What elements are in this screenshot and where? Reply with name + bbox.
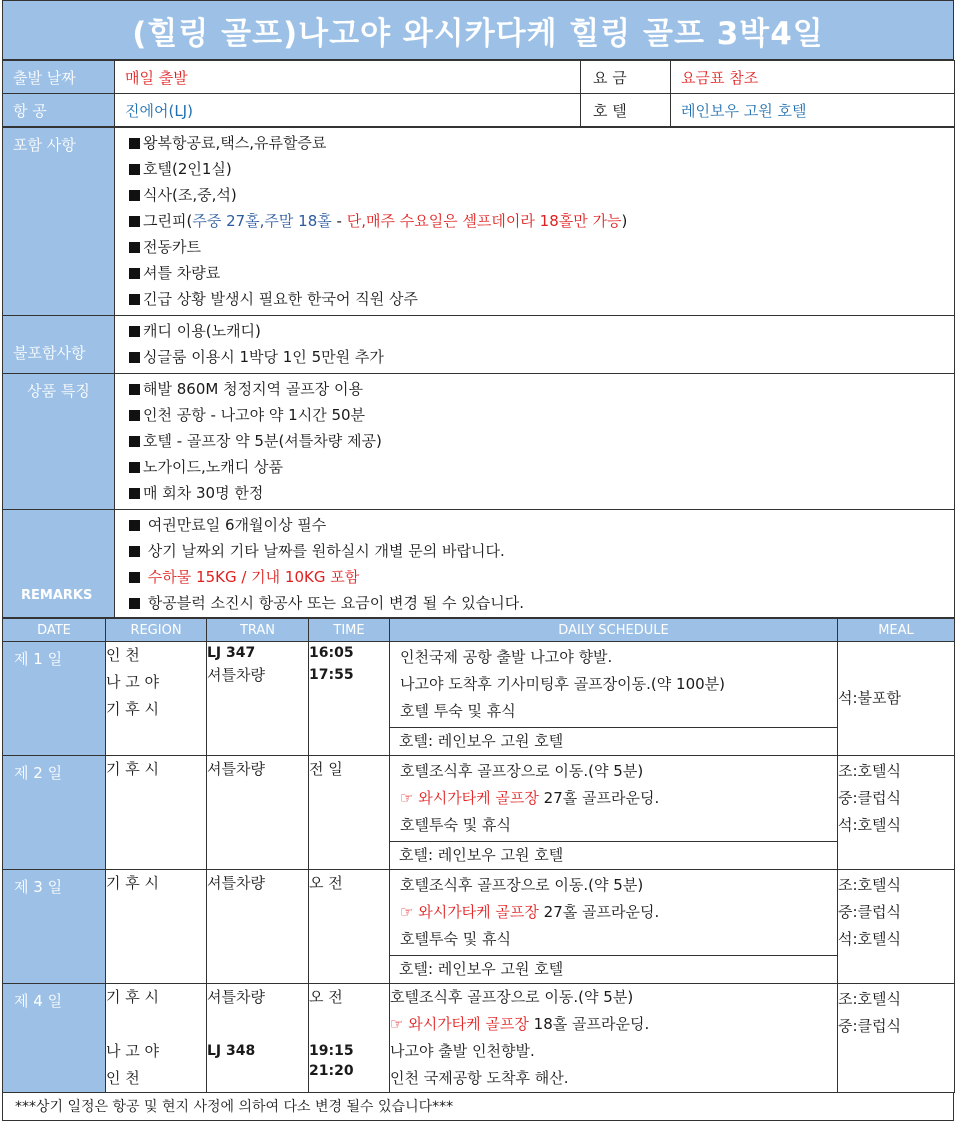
info-table — [2, 60, 955, 127]
bullet-square-icon — [129, 294, 140, 305]
tran-cell: 셔틀차량 — [207, 756, 309, 870]
list-item: 상기 날짜외 기타 날짜를 원하실시 개별 문의 바랍니다. — [129, 538, 940, 564]
bullet-square-icon — [129, 410, 140, 421]
baggage-note: 수하물 15KG / 기내 10KG 포함 — [147, 568, 360, 586]
bullet-square-icon — [129, 190, 140, 201]
day-label: 제 3 일 — [3, 870, 106, 984]
schedule-row-day3 — [3, 870, 955, 984]
hotel-line: 호텔: 레인보우 고원 호텔 — [399, 732, 564, 750]
list-item: 긴급 상황 발생시 필요한 한국어 직원 상주 — [129, 286, 940, 312]
list-item: 항공블럭 소진시 항공사 또는 요금이 변경 될 수 있습니다. — [129, 590, 940, 616]
list-item: 호텔 - 골프장 약 5분(셔틀차량 제공) — [129, 428, 940, 454]
bullet-square-icon — [129, 352, 140, 363]
list-item: 싱글룸 이용시 1박당 1인 5만원 추가 — [129, 344, 940, 370]
excluded-label: 불포함사항 — [3, 316, 115, 374]
bullet-square-icon — [129, 164, 140, 175]
features-list — [115, 374, 955, 510]
schedule-cell: 인천국제 공항 출발 나고야 향발. 나고야 도착후 기사미팅후 골프장이동.(약 100분) 호텔 투숙 및 휴식 호텔: 레인보우 고원 호텔 — [390, 642, 838, 756]
list-item: 노가이드,노캐디 상품 — [129, 454, 940, 480]
bullet-square-icon — [129, 268, 140, 279]
header-meal: MEAL — [838, 619, 955, 642]
header-date: DATE — [3, 619, 106, 642]
schedule-table — [2, 618, 955, 1093]
list-item: 매 회차 30명 한정 — [129, 480, 940, 506]
footer-notice: ***상기 일정은 항공 및 현지 사정에 의하여 다소 변경 될수 있습니다*** — [2, 1093, 954, 1121]
bullet-square-icon — [129, 138, 140, 149]
included-label: 포함 사항 — [3, 128, 115, 316]
time-cell: 전 일 — [309, 756, 390, 870]
list-item: 전동카트 — [129, 234, 940, 260]
list-item: 인천 공항 - 나고야 약 1시간 50분 — [129, 402, 940, 428]
details-table — [2, 127, 955, 618]
remarks-label: REMARKS — [3, 510, 115, 618]
golf-round-line: ☞ 와시가타케 골프장 18홀 골프라운딩. — [390, 1015, 650, 1033]
bullet-square-icon — [129, 598, 140, 609]
time-cell: 오 전 19:15 21:20 — [309, 984, 390, 1093]
meal-cell: 조:호텔식 중:클럽식 — [838, 984, 955, 1093]
bullet-square-icon — [129, 462, 140, 473]
golf-round-line: ☞ 와시가타케 골프장 27홀 골프라운딩. — [400, 903, 660, 921]
schedule-cell: 호텔조식후 골프장으로 이동.(약 5분) ☞ 와시가타케 골프장 27홀 골프라운딩. 호텔투숙 및 휴식 호텔: 레인보우 고원 호텔 — [390, 870, 838, 984]
region-cell: 기 후 시 나 고 야 인 천 — [106, 984, 207, 1093]
price-label: 요 금 — [581, 61, 671, 94]
region-cell: 기 후 시 — [106, 870, 207, 984]
schedule-row-day2 — [3, 756, 955, 870]
departure-label: 출발 날짜 — [3, 61, 115, 94]
meal-cell: 조:호텔식 중:클럽식 석:호텔식 — [838, 870, 955, 984]
departure-value: 매일 출발 — [115, 61, 581, 94]
bullet-square-icon — [129, 520, 140, 531]
list-item: 여권만료일 6개월이상 필수 — [129, 512, 940, 538]
list-item — [129, 564, 940, 590]
day-label: 제 4 일 — [3, 984, 106, 1093]
page-title: (힐링 골프)나고야 와시카다케 힐링 골프 3박4일 — [2, 0, 954, 60]
list-item-greenfee: 그린피(주중 27홀,주말 18홀 - 단,매주 수요일은 셀프데이라 18홀만 가능) — [129, 208, 940, 234]
meal-cell: 조:호텔식 중:클럽식 석:호텔식 — [838, 756, 955, 870]
meal-cell: 석:불포함 — [838, 642, 955, 756]
bullet-square-icon — [129, 436, 140, 447]
time-cell: 16:05 17:55 — [309, 642, 390, 756]
greenfee-note: 단,매주 수요일은 셀프데이라 — [346, 212, 540, 230]
header-tran: TRAN — [207, 619, 309, 642]
greenfee-weekday: 주중 27홀,주말 18홀 — [192, 212, 332, 230]
bullet-square-icon — [129, 216, 140, 227]
hotel-line: 호텔: 레인보우 고원 호텔 — [399, 846, 564, 864]
list-item: 왕복항공료,택스,유류할증료 — [129, 130, 940, 156]
header-region: REGION — [106, 619, 207, 642]
bullet-square-icon — [129, 488, 140, 499]
schedule-row-day4 — [3, 984, 955, 1093]
region-cell: 인 천 나 고 야 기 후 시 — [106, 642, 207, 756]
included-list — [115, 128, 955, 316]
list-item: 호텔(2인1실) — [129, 156, 940, 182]
schedule-header-row — [3, 619, 955, 642]
bullet-square-icon — [129, 546, 140, 557]
day-label: 제 1 일 — [3, 642, 106, 756]
airline-value: 진에어(LJ) — [115, 94, 581, 127]
flight-number: LJ 348 — [207, 1043, 256, 1059]
hotel-value: 레인보우 고원 호텔 — [671, 94, 955, 127]
header-time: TIME — [309, 619, 390, 642]
header-daily-schedule: DAILY SCHEDULE — [390, 619, 838, 642]
bullet-square-icon — [129, 242, 140, 253]
hotel-line: 호텔: 레인보우 고원 호텔 — [399, 960, 564, 978]
schedule-cell: 호텔조식후 골프장으로 이동.(약 5분) ☞ 와시가타케 골프장 18홀 골프라운딩. 나고야 출발 인천향발. 인천 국제공항 도착후 해산. — [390, 984, 838, 1093]
price-value: 요금표 참조 — [671, 61, 955, 94]
tran-cell: 셔틀차량 — [207, 870, 309, 984]
list-item: 캐디 이용(노캐디) — [129, 318, 940, 344]
bullet-square-icon — [129, 384, 140, 395]
tran-cell: LJ 347 셔틀차량 — [207, 642, 309, 756]
list-item: 셔틀 차량료 — [129, 260, 940, 286]
time-cell: 오 전 — [309, 870, 390, 984]
bullet-square-icon — [129, 572, 140, 583]
hotel-label: 호 텔 — [581, 94, 671, 127]
remarks-list — [115, 510, 955, 618]
tran-cell: 셔틀차량 LJ 348 — [207, 984, 309, 1093]
golf-round-line: ☞ 와시가타케 골프장 27홀 골프라운딩. — [400, 789, 660, 807]
day-label: 제 2 일 — [3, 756, 106, 870]
schedule-row-day1 — [3, 642, 955, 756]
list-item: 식사(조,중,석) — [129, 182, 940, 208]
region-cell: 기 후 시 — [106, 756, 207, 870]
features-label: 상품 특징 — [3, 374, 115, 510]
itinerary-page — [2, 0, 954, 1121]
bullet-square-icon — [129, 326, 140, 337]
flight-number: LJ 347 — [207, 645, 256, 661]
list-item: 해발 860M 청정지역 골프장 이용 — [129, 376, 940, 402]
schedule-cell: 호텔조식후 골프장으로 이동.(약 5분) ☞ 와시가타케 골프장 27홀 골프라운딩. 호텔투숙 및 휴식 호텔: 레인보우 고원 호텔 — [390, 756, 838, 870]
excluded-list — [115, 316, 955, 374]
airline-label: 항 공 — [3, 94, 115, 127]
